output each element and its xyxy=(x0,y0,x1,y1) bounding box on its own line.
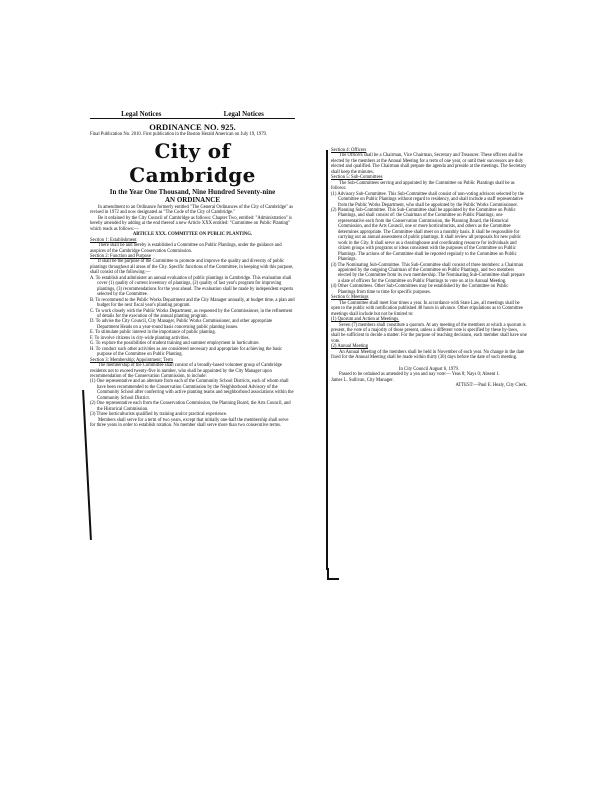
margin-arrow-mark xyxy=(327,568,339,580)
list-item: F. To involve citizens in city-wide planting activities. xyxy=(90,335,190,341)
column-header xyxy=(90,112,295,119)
section-title: Section 2: Function and Purpose xyxy=(90,254,151,260)
list-item: (1) Advisory Sub-Committee. This Sub-Committee shall consist of non-voting advisors selected by the Committee on Public Plantings without regard to residency, and shall include a staff representative from the Public Works Department, who shall be appointed by the Public Works Commissioner. xyxy=(331,191,524,208)
section-title: Section 4: Officers xyxy=(331,148,367,153)
margin-bracket-right xyxy=(326,150,328,570)
section-title: Section 1: Establishment xyxy=(90,237,137,243)
subsection-text: An Annual Meeting of the members shall be held in November of each year. No change in the date fixed for the Annual Meeting shall be made within thirty (30) days before the date of such meeting. xyxy=(331,349,525,361)
section-text: It shall be the purpose of the Committee to promote and improve the quality and diversity of public plantings throughout all areas of the City. Specific functions of the Committee, in keeping with this purpose, shall consist of the following:— xyxy=(90,259,294,276)
year-line: In the Year One Thousand, Nine Hundred Seventy-nine xyxy=(109,187,276,196)
article-title: ARTICLE XXX. COMMITTEE ON PUBLIC PLANTING. xyxy=(132,232,253,238)
list-item: (2) Planning Sub-Committee. This Sub-Committee shall be appointed by the Committee on Public Plantings, and shall consist of: the Chairman of the Committee on Public Plantings; one representative each from the Conservation Commission, the Planning Board, the Historical Commission, and the Arts Council, one or more horticulturists, and others as the Committee determines appropriate. The Committee shall meet on a monthly basis. It shall be responsible for carrying out an annual assessment of public plantings. It shall review all proposals for new public work in the City. It shall serve as a clearinghouse and coordinating resource for individuals and citizen groups with programs or ideas consistent with the purposes of the Committee on Public Plantings. The actions of the Committee shall be reported regularly to the Committee on Public Plantings. xyxy=(331,207,522,263)
list-item: (2) One representative each from the Conservation Commission, the Planning Board, the Arts Council, and the Historical Commission. xyxy=(90,401,291,412)
list-item: C. To work closely with the Public Works Department, as requested by the Commissioner, in the refinement of details for the execution of the annual planting program. xyxy=(90,308,293,320)
intro-paragraph: In amendment to an Ordinance formerly entitled "The General Ordinances of the City of Cambridge" as revised in 1972 and now designated as "The Code of the City of Cambridge." xyxy=(90,204,294,216)
list-item: (4) Other Committees. Other Sub-Committees may be established by the Committee on Public Plantings from time to time for specific purposes. xyxy=(331,284,509,295)
section-title: Section 6: Meetings xyxy=(331,295,369,301)
header-left: Legal Notices xyxy=(121,110,162,118)
right-column xyxy=(331,148,527,388)
section-text: There shall be and hereby is established a Committee on Public Plantings, under the guidance and auspices of the Cambridge Conservation Commission. xyxy=(90,243,282,254)
section-text: The Officers shall be a Chairman, Vice Chairman, Secretary and Treasurer. These officers shall be elected by the members at the Annual Meeting for a term of one year, or until their successors are duly elected and qualified. The Chairman shall prepare the agenda and preside at the meetings. The Secretary shall keep the minutes. xyxy=(331,153,527,175)
header-right: Legal Notices xyxy=(223,110,264,118)
list-item: B. To recommend to the Public Works Department and the City Manager annually, at budget time, a plan and budget for the next fiscal year's planting program. xyxy=(90,297,295,309)
subsection-title: (2) Annual Meeting xyxy=(331,344,368,350)
list-item: H. To conduct such other activities as are considered necessary and appropriate for achieving the basic purpose of the Committee on Public Planting. xyxy=(90,346,283,358)
list-item: E. To stimulate public interest in the importance of public planting. xyxy=(90,330,216,336)
left-column xyxy=(90,112,295,429)
list-item: G. To explore the possibilities of student training and summer employment in horticulture. xyxy=(90,341,260,347)
section-text: The Sub-Committees serving and appointed by the Committee on Public Plantings shall be as follows: xyxy=(331,180,515,192)
section-title: Section 5: Sub-Committees xyxy=(331,175,383,181)
list-item: (3) The Nominating Sub-Committee. This Sub-Committee shall consist of three members: a Chairman appointed by the outgoing Chairman of the Committee on Public Plantings, and two members elected by the Committee from its own membership. The Nominating Sub-Committee shall prepare a slate of officers for the Committee on Public Plantings to vote on at its Annual Meeting. xyxy=(331,262,525,284)
section-text: The Committee shall meet four times a year. In accordance with State Law, all meetings shall be open to the public with notification published 48 hours in advance. Other stipulations as to Committee meetings shall include but not be limited to: xyxy=(331,300,523,317)
list-item: (1) One representative and an alternate from each of the Community School Districts, each of whom shall have been recommended to the Conservation Commission by the Neighborhood Advisory of the Community School after conferring with active planting teams and neighborhood associations within the Community School District. xyxy=(90,379,294,401)
section-text: The membership of the Committee shall consist of a broadly-based volunteer group of Cambridge residents not to exceed twenty-five in number, who shall be appointed by the City Manager upon recommendation of the Conservation Commission, to include: xyxy=(90,363,282,379)
ordained-paragraph: Be it ordained by the City Council of Cambridge as follows: Chapter Two, entitled: "Administration" is hereby amended by adding at the end thereof a new Article XXX entitled: "Committee on Public Planting" which reads as follows:— xyxy=(90,215,293,232)
subsection-title: (1) Quorum and Action at Meetings. xyxy=(331,317,400,323)
ordinance-heading: AN ORDINANCE xyxy=(164,195,221,204)
city-manager: James L. Sullivan, City Manager. xyxy=(331,377,394,383)
section-text: Members shall serve for a term of two years, except that initially one-half the membership shall serve for three years in order to establish rotation. No member shall serve more than two consecutive terms. xyxy=(90,417,289,429)
masthead: City of Cambridge xyxy=(129,138,256,187)
publication-note: Final Publication No. 2010. First publication in the Boston Herald American on July 19, 1979. xyxy=(90,132,268,138)
council-date: In City Council August 6, 1979. xyxy=(398,366,460,372)
list-item: A. To establish and administer an annual evaluation of public plantings in Cambridge. This evaluation shall cover (1) quality of current inventory of plantings, (2) quality of last year's program for improving plantings, (3) recommendations for the year ahead. The evaluation shall be made by independent experts selected by the Committee. xyxy=(90,275,294,298)
section-title: Section 3: Membership; Appointment; Term xyxy=(90,357,173,363)
list-item: (3) Three horticulturists qualified by training and/or practical experience. xyxy=(90,412,228,418)
subsection-text: Seven (7) members shall constitute a quorum. At any meeting of the members at which a quorum is present, the vote of a majority of those present, unless a different vote is specified by these by-laws, shall be sufficient to decide a matter. For the purpose of reaching decisions, each member shall have one vote. xyxy=(331,322,527,344)
list-item: D. To advise the City Council, City Manager, Public Works Commissioner, and other appropriate Department Heads on a year-round basis concerning public planting issues. xyxy=(90,319,273,330)
ordinance-number: ORDINANCE NO. 925. xyxy=(149,122,236,133)
attest-signature: ATTEST:—Paul E. Healy, City Clerk. xyxy=(455,383,527,389)
passed-text: Passed to be ordained as amended by a yea and nay vote:— Yeas 8; Nays 0; Absent 1. xyxy=(339,372,501,378)
